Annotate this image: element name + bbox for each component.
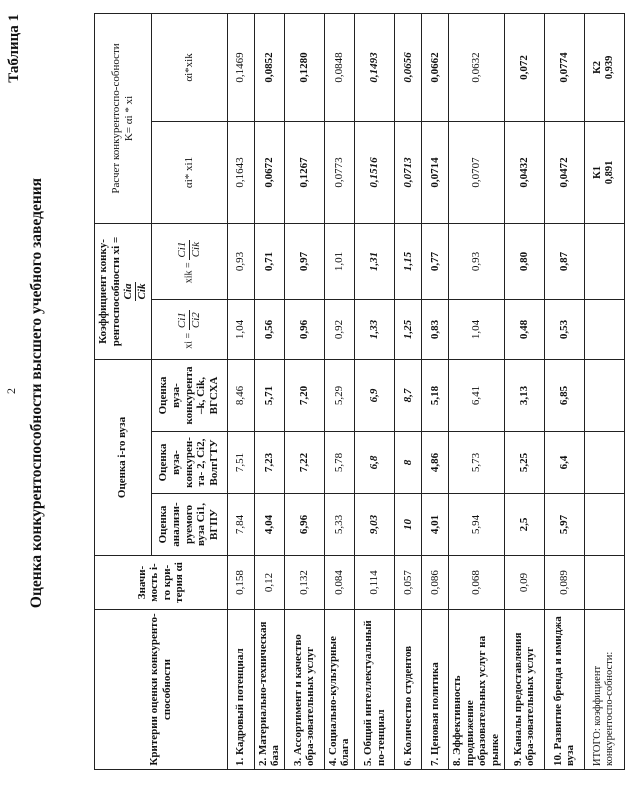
page-number: 2 — [4, 388, 18, 394]
weight-header: Значи-мость i-го кри-терия αi — [95, 556, 228, 610]
table-row: 1. Кадровый потенциал 0,158 7,84 7,51 8,46 1,04 0,93 0,1643 0,1469 — [227, 13, 254, 769]
criteria-header: Критерии оценки конкуренто-способности — [95, 610, 228, 770]
table-row: 3. Ассортимент и качество обра-зовательных услуг 0,132 6,96 7,22 7,20 0,96 0,97 0,1267 0,1280 — [284, 13, 324, 769]
coefficient-col-2-header: xik = Ci1 Cik — [151, 223, 227, 299]
total-row — [584, 13, 624, 769]
calculation-group-header — [95, 13, 152, 223]
table-row: 7. Ценовая политика 0,086 4,01 4,86 5,18 0,83 0,77 0,0714 0,0662 — [422, 13, 449, 769]
table-row: 6. Количество студентов 0,057 10 8 8,7 1,25 1,15 0,0713 0,0656 — [395, 13, 422, 769]
coefficient-group-fraction: Cia Cik — [122, 283, 148, 300]
table-row: 8. Эффективность продвижение образовательных услуг на рынке 0,068 5,94 5,73 6,41 1,04 0,93 0,0707 0,0632 — [449, 13, 505, 769]
total-k1: К1 0,891 — [584, 121, 624, 223]
total-label: ИТОГО: коэффициент конкурентоспо-собности: — [584, 610, 624, 770]
eval-col-1-header: Оценка анализи-руемого вуза Ci1, ВГПУ — [151, 494, 227, 556]
competitiveness-table — [94, 13, 625, 770]
table-row: 9. Каналы предоставления обра-зовательных услуг 0,09 2,5 5,25 3,13 0,48 0,80 0,0432 0,072 — [504, 13, 544, 769]
coefficient-group-label: Коэффициент конку-рентоспособности xi = — [97, 236, 122, 347]
table-row: 5. Общий интеллектуальный по-тенциал 0,114 9,03 6,8 6,9 1,33 1,31 0,1516 0,1493 — [355, 13, 395, 769]
calculation-col-1-header: αi* xi1 — [151, 121, 227, 223]
calculation-col-2-header: αi*xik — [151, 13, 227, 121]
table-row: 10. Развитие бренда и имиджа вуза 0,089 5,97 6,4 6,85 0,53 0,87 0,0472 0,0774 — [544, 13, 584, 769]
table-row: 2. Материально-техническая база 0,12 4,04 7,23 5,71 0,56 0,71 0,0672 0,0852 — [254, 13, 284, 769]
table-row: 4. Социально-культурные блага 0,084 5,33 5,78 5,29 0,92 1,01 0,0773 0,0848 — [324, 13, 354, 769]
coefficient-group-header — [95, 223, 152, 359]
calculation-formula: K= αi * xi — [122, 95, 135, 142]
table-label: Таблица 1 — [6, 14, 22, 83]
eval-col-2-header: Оценка вуза-конкурен-та- 2, Ci2, ВолгГТУ — [151, 432, 227, 494]
coefficient-col-1-header: xi = Ci1 Ci2 — [151, 300, 227, 360]
evaluation-group-header: Оценка i-го вуза — [95, 360, 152, 556]
eval-col-3-header: Оценка вуза-конкурента –k, Cik, ВГСХА — [151, 360, 227, 432]
calculation-group-label: Расчет конкурентоспо-собности — [110, 43, 123, 194]
table-title: Оценка конкурентоспособности высшего учебного заведения — [28, 177, 45, 609]
total-k2: К2 0,939 — [584, 13, 624, 121]
